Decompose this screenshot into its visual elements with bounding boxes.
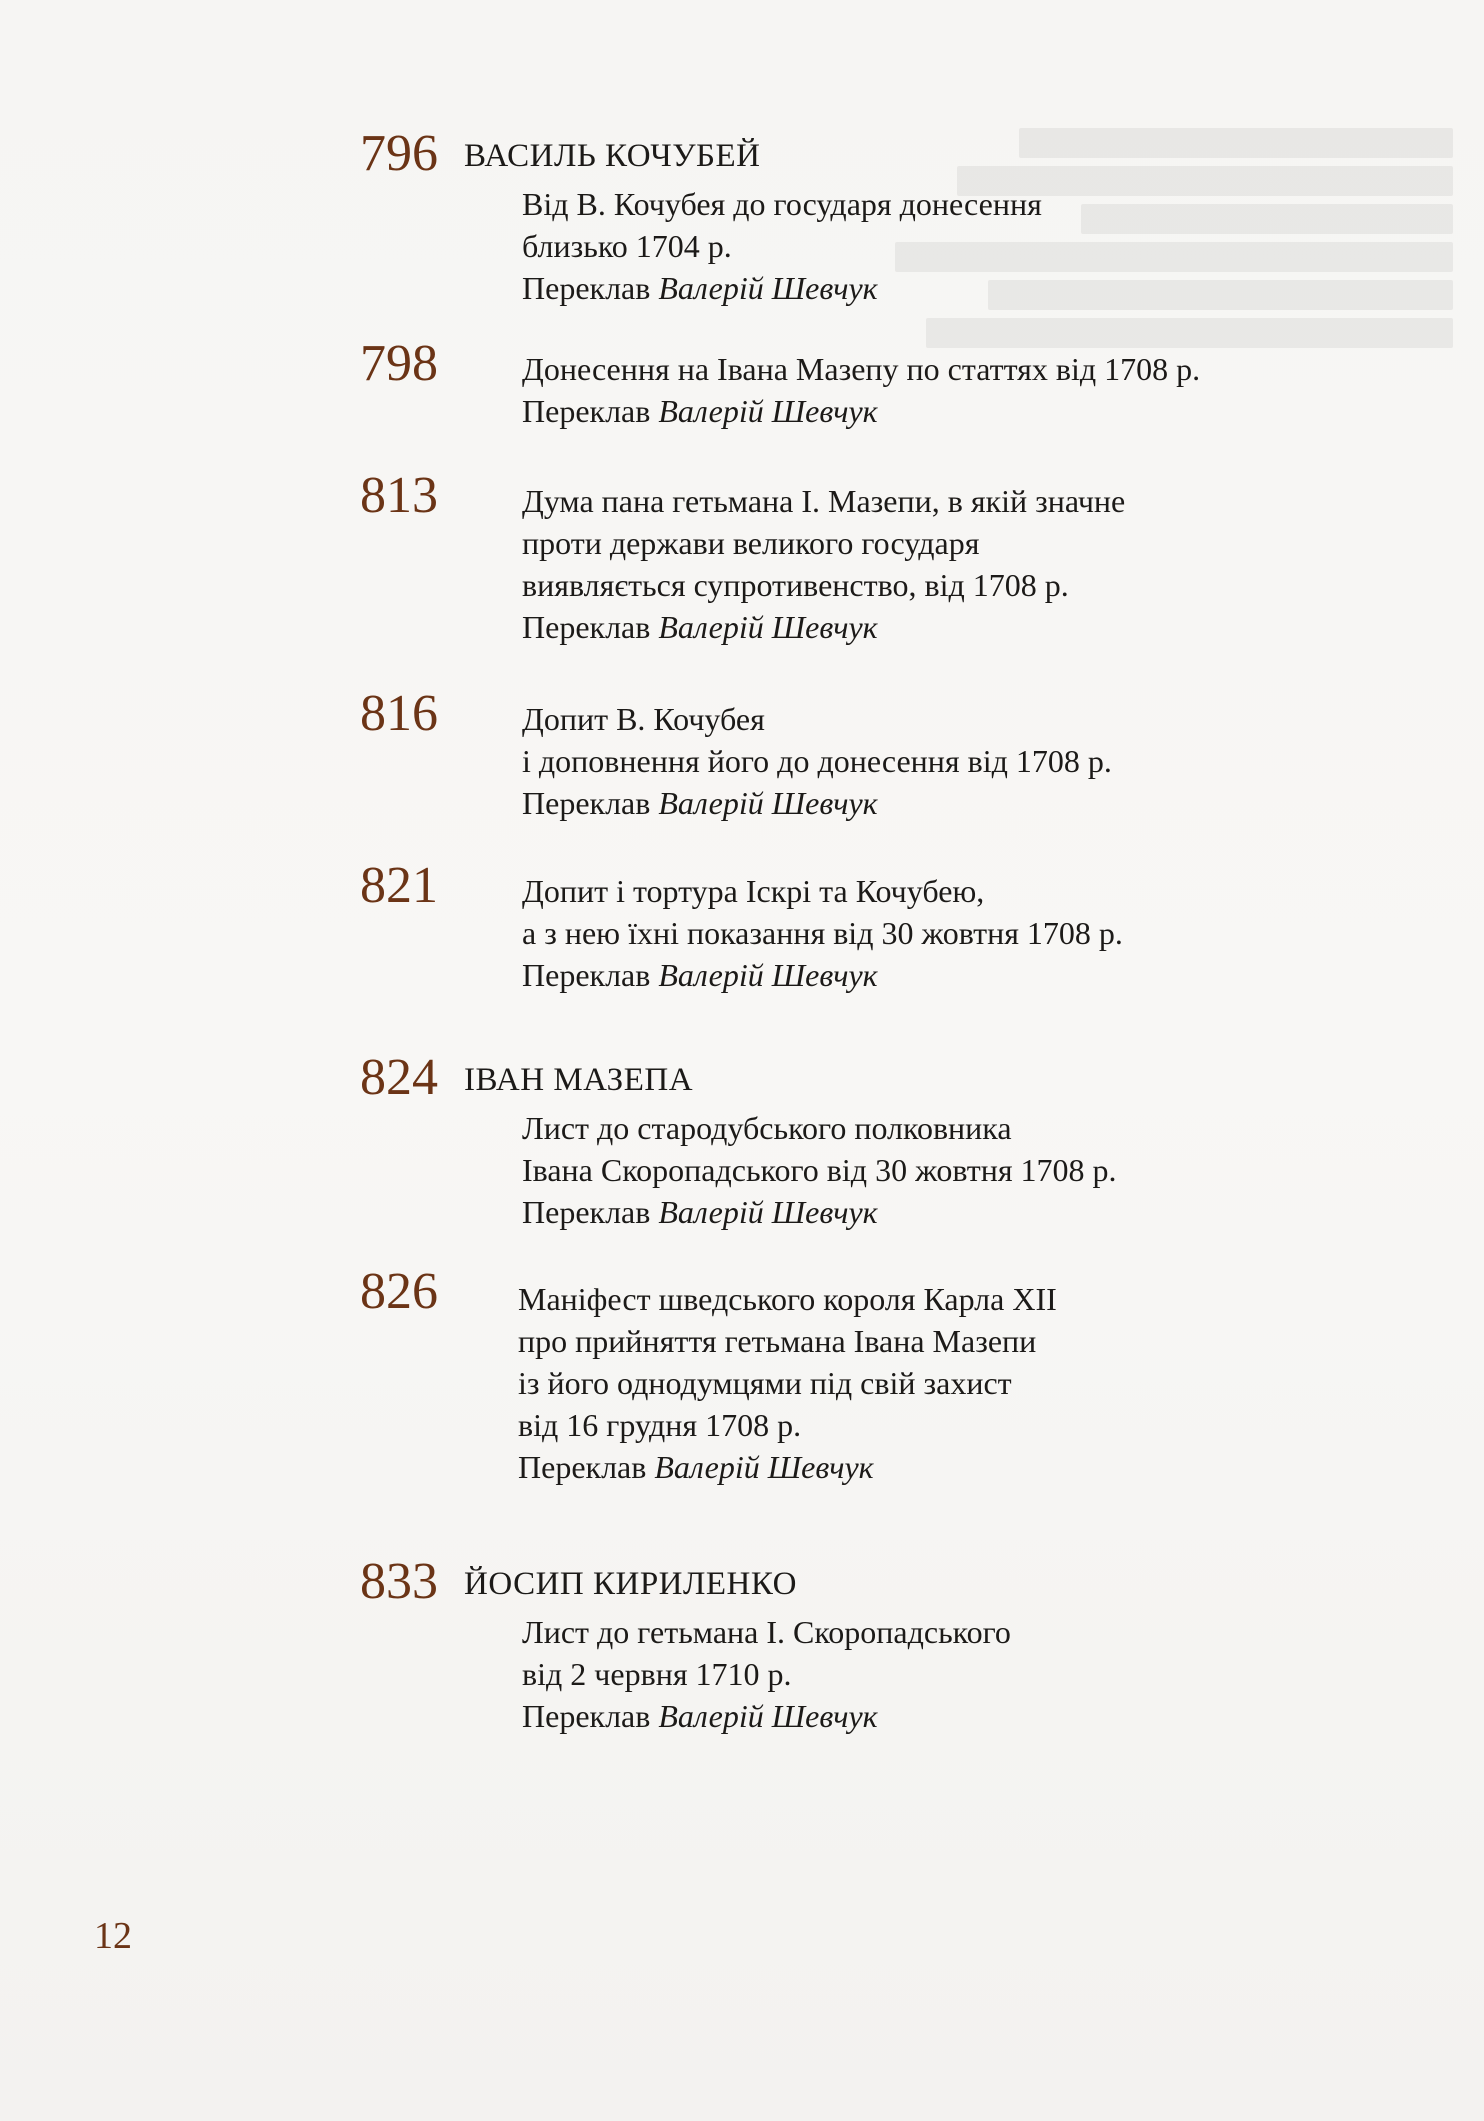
translator-name: Валерій Шевчук [654, 1449, 874, 1485]
translator-label: Переклав [522, 393, 651, 429]
translator-name: Валерій Шевчук [658, 609, 878, 645]
entry-title [522, 480, 1125, 648]
entry-page-number: 824 [360, 1049, 438, 1106]
entry-title-line: близько 1704 р. [522, 228, 732, 264]
entry-page-number: 826 [360, 1263, 438, 1320]
entry-title [518, 1278, 1057, 1488]
translator-label: Переклав [522, 270, 651, 306]
entry-title-line: і доповнення його до донесення від 1708 р. [522, 743, 1112, 779]
translator-label: Переклав [522, 957, 651, 993]
entry-page-number: 821 [360, 857, 438, 914]
translator-name: Валерій Шевчук [658, 785, 878, 821]
entry-title-line: Від В. Кочубея до государя донесення [522, 186, 1042, 222]
entry-title-line: про прийняття гетьмана Івана Мазепи [518, 1323, 1037, 1359]
entry-title [522, 348, 1200, 432]
entry-translator [522, 954, 1123, 996]
entry-title-line: Донесення на Івана Мазепу по статтях від 1708 р. [522, 351, 1201, 387]
entry-author: ВАСИЛЬ КОЧУБЕЙ [464, 138, 761, 174]
entry-page-number: 813 [360, 467, 438, 524]
translator-name: Валерій Шевчук [658, 1194, 878, 1230]
translator-name: Валерій Шевчук [658, 1698, 878, 1734]
translator-name: Валерій Шевчук [658, 393, 878, 429]
entry-title-line: від 16 грудня 1708 р. [518, 1407, 802, 1443]
entry-page-number: 798 [360, 335, 438, 392]
entry-title-line: Допит і тортура Іскрі та Кочубею, [522, 873, 985, 909]
page-number: 12 [94, 1915, 132, 1957]
entry-translator [522, 782, 1112, 824]
entry-title-line: із його однодумцями під свій захист [518, 1365, 1012, 1401]
entry-page-number: 833 [360, 1553, 438, 1610]
translator-label: Переклав [522, 785, 651, 821]
translator-label: Переклав [522, 1698, 651, 1734]
entry-title-line: Маніфест шведського короля Карла XII [518, 1281, 1057, 1317]
entry-translator [522, 606, 1125, 648]
entry-translator [518, 1446, 1057, 1488]
entry-title [522, 183, 1042, 309]
entry-title-line: а з нею їхні показання від 30 жовтня 1708 р. [522, 915, 1123, 951]
entry-title-line: Івана Скоропадського від 30 жовтня 1708 р. [522, 1152, 1117, 1188]
translator-name: Валерій Шевчук [658, 957, 878, 993]
entry-author: ЙОСИП КИРИЛЕНКО [464, 1566, 797, 1602]
entry-title [522, 1611, 1011, 1737]
entry-title-line: Лист до гетьмана І. Скоропадського [522, 1614, 1011, 1650]
entry-title-line: Допит В. Кочубея [522, 701, 765, 737]
entry-title-line: Дума пана гетьмана І. Мазепи, в якій значне [522, 483, 1126, 519]
entry-title [522, 1107, 1117, 1233]
entry-translator [522, 1191, 1117, 1233]
entry-title [522, 870, 1123, 996]
entry-title-line: виявляється супротивенство, від 1708 р. [522, 567, 1069, 603]
entry-translator [522, 1695, 1011, 1737]
translator-label: Переклав [522, 1194, 651, 1230]
entry-title-line: проти держави великого государя [522, 525, 980, 561]
entry-title [522, 698, 1112, 824]
translator-name: Валерій Шевчук [658, 270, 878, 306]
entry-translator [522, 267, 1042, 309]
entry-page-number: 816 [360, 685, 438, 742]
entry-author: ІВАН МАЗЕПА [464, 1062, 694, 1098]
entry-page-number: 796 [360, 125, 438, 182]
entry-translator [522, 390, 1200, 432]
translator-label: Переклав [518, 1449, 647, 1485]
entry-title-line: Лист до стародубського полковника [522, 1110, 1012, 1146]
translator-label: Переклав [522, 609, 651, 645]
entry-title-line: від 2 червня 1710 р. [522, 1656, 792, 1692]
